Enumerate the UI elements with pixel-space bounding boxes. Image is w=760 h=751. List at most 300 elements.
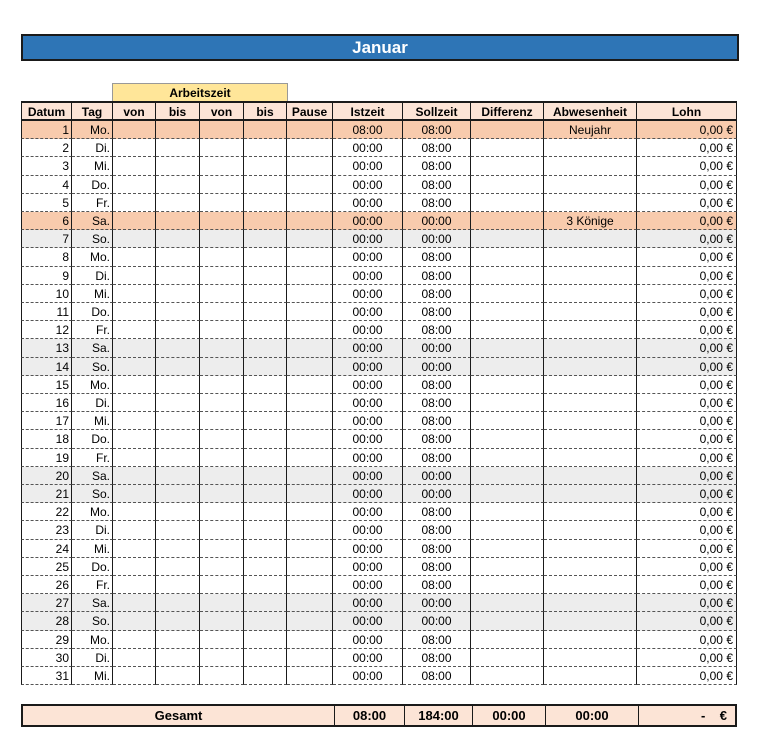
- cell-tag: Mo.: [72, 248, 113, 266]
- cell-tag: Sa.: [72, 467, 113, 485]
- cell-bis1[interactable]: [156, 612, 200, 630]
- cell-bis1[interactable]: [156, 631, 200, 649]
- cell-differenz[interactable]: [471, 303, 544, 321]
- cell-bis2[interactable]: [244, 649, 287, 667]
- cell-datum: 16: [21, 394, 72, 412]
- cell-pause[interactable]: [287, 394, 333, 412]
- cell-von2[interactable]: [200, 121, 244, 139]
- cell-von1[interactable]: [113, 558, 156, 576]
- cell-von1[interactable]: [113, 594, 156, 612]
- cell-von1[interactable]: [113, 576, 156, 594]
- cell-istzeit: 00:00: [333, 339, 403, 357]
- cell-bis2[interactable]: [244, 521, 287, 539]
- cell-datum: 23: [21, 521, 72, 539]
- cell-istzeit: 00:00: [333, 212, 403, 230]
- cell-bis2[interactable]: [244, 394, 287, 412]
- cell-differenz[interactable]: [471, 594, 544, 612]
- column-header-von2: von: [200, 101, 244, 121]
- cell-pause[interactable]: [287, 157, 333, 175]
- cell-bis1[interactable]: [156, 449, 200, 467]
- cell-pause[interactable]: [287, 412, 333, 430]
- cell-lohn: 0,00 €: [637, 558, 737, 576]
- cell-istzeit: 00:00: [333, 267, 403, 285]
- cell-abwesenheit: [544, 303, 637, 321]
- cell-tag: Di.: [72, 139, 113, 157]
- cell-von2[interactable]: [200, 576, 244, 594]
- cell-pause[interactable]: [287, 376, 333, 394]
- cell-datum: 8: [21, 248, 72, 266]
- cell-bis1[interactable]: [156, 321, 200, 339]
- cell-differenz[interactable]: [471, 503, 544, 521]
- cell-istzeit: 00:00: [333, 176, 403, 194]
- table-row: [21, 303, 737, 321]
- cell-differenz[interactable]: [471, 576, 544, 594]
- cell-tag: Do.: [72, 303, 113, 321]
- cell-pause[interactable]: [287, 503, 333, 521]
- cell-bis2[interactable]: [244, 194, 287, 212]
- cell-sollzeit: 08:00: [403, 176, 471, 194]
- cell-bis1[interactable]: [156, 121, 200, 139]
- table-row: [21, 412, 737, 430]
- cell-von2[interactable]: [200, 376, 244, 394]
- cell-bis1[interactable]: [156, 339, 200, 357]
- cell-abwesenheit: [544, 612, 637, 630]
- cell-bis1[interactable]: [156, 394, 200, 412]
- cell-von1[interactable]: [113, 358, 156, 376]
- cell-datum: 28: [21, 612, 72, 630]
- cell-von2[interactable]: [200, 612, 244, 630]
- cell-pause[interactable]: [287, 649, 333, 667]
- table-row: [21, 267, 737, 285]
- cell-tag: Di.: [72, 649, 113, 667]
- cell-tag: So.: [72, 612, 113, 630]
- table-row: [21, 230, 737, 248]
- cell-sollzeit: 08:00: [403, 303, 471, 321]
- cell-bis2[interactable]: [244, 667, 287, 685]
- cell-istzeit: 00:00: [333, 194, 403, 212]
- cell-bis2[interactable]: [244, 503, 287, 521]
- cell-pause[interactable]: [287, 212, 333, 230]
- cell-tag: Mi.: [72, 157, 113, 175]
- cell-von2[interactable]: [200, 485, 244, 503]
- cell-datum: 1: [21, 121, 72, 139]
- cell-bis1[interactable]: [156, 667, 200, 685]
- cell-sollzeit: 00:00: [403, 212, 471, 230]
- cell-differenz[interactable]: [471, 649, 544, 667]
- cell-tag: Di.: [72, 394, 113, 412]
- cell-bis1[interactable]: [156, 212, 200, 230]
- cell-von2[interactable]: [200, 394, 244, 412]
- column-header-istzeit: Istzeit: [333, 101, 403, 121]
- cell-istzeit: 00:00: [333, 594, 403, 612]
- cell-bis1[interactable]: [156, 267, 200, 285]
- cell-bis1[interactable]: [156, 376, 200, 394]
- cell-tag: Di.: [72, 521, 113, 539]
- cell-von2[interactable]: [200, 631, 244, 649]
- cell-von2[interactable]: [200, 176, 244, 194]
- cell-pause[interactable]: [287, 612, 333, 630]
- cell-abwesenheit: [544, 667, 637, 685]
- cell-von2[interactable]: [200, 503, 244, 521]
- cell-bis1[interactable]: [156, 358, 200, 376]
- cell-abwesenheit: [544, 521, 637, 539]
- cell-datum: 17: [21, 412, 72, 430]
- cell-differenz[interactable]: [471, 139, 544, 157]
- cell-bis2[interactable]: [244, 412, 287, 430]
- cell-bis2[interactable]: [244, 212, 287, 230]
- cell-von1[interactable]: [113, 503, 156, 521]
- cell-differenz[interactable]: [471, 212, 544, 230]
- table-row: [21, 521, 737, 539]
- cell-von2[interactable]: [200, 558, 244, 576]
- cell-istzeit: 00:00: [333, 467, 403, 485]
- cell-lohn: 0,00 €: [637, 649, 737, 667]
- cell-differenz[interactable]: [471, 376, 544, 394]
- month-title: Januar: [21, 34, 739, 61]
- cell-von1[interactable]: [113, 521, 156, 539]
- cell-pause[interactable]: [287, 303, 333, 321]
- cell-von2[interactable]: [200, 467, 244, 485]
- cell-von1[interactable]: [113, 248, 156, 266]
- table-row: [21, 631, 737, 649]
- cell-lohn: 0,00 €: [637, 303, 737, 321]
- cell-pause[interactable]: [287, 121, 333, 139]
- cell-abwesenheit: [544, 412, 637, 430]
- cell-bis1[interactable]: [156, 503, 200, 521]
- cell-von1[interactable]: [113, 649, 156, 667]
- cell-bis1[interactable]: [156, 594, 200, 612]
- cell-istzeit: 00:00: [333, 157, 403, 175]
- cell-bis2[interactable]: [244, 321, 287, 339]
- cell-datum: 6: [21, 212, 72, 230]
- cell-differenz[interactable]: [471, 558, 544, 576]
- cell-istzeit: 00:00: [333, 503, 403, 521]
- cell-von2[interactable]: [200, 430, 244, 448]
- cell-von2[interactable]: [200, 594, 244, 612]
- cell-differenz[interactable]: [471, 412, 544, 430]
- cell-von1[interactable]: [113, 631, 156, 649]
- cell-bis2[interactable]: [244, 230, 287, 248]
- cell-differenz[interactable]: [471, 230, 544, 248]
- cell-bis1[interactable]: [156, 649, 200, 667]
- cell-bis2[interactable]: [244, 303, 287, 321]
- column-header-pause: Pause: [287, 101, 333, 121]
- cell-pause[interactable]: [287, 285, 333, 303]
- cell-von1[interactable]: [113, 467, 156, 485]
- column-header-tag: Tag: [72, 101, 113, 121]
- cell-istzeit: 00:00: [333, 358, 403, 376]
- cell-von1[interactable]: [113, 121, 156, 139]
- cell-differenz[interactable]: [471, 467, 544, 485]
- cell-pause[interactable]: [287, 558, 333, 576]
- cell-pause[interactable]: [287, 540, 333, 558]
- cell-tag: Mo.: [72, 376, 113, 394]
- cell-differenz[interactable]: [471, 121, 544, 139]
- cell-istzeit: 00:00: [333, 449, 403, 467]
- cell-von1[interactable]: [113, 285, 156, 303]
- cell-bis2[interactable]: [244, 376, 287, 394]
- cell-datum: 30: [21, 649, 72, 667]
- cell-von1[interactable]: [113, 430, 156, 448]
- cell-sollzeit: 00:00: [403, 485, 471, 503]
- cell-von1[interactable]: [113, 339, 156, 357]
- cell-sollzeit: 08:00: [403, 139, 471, 157]
- cell-istzeit: 00:00: [333, 230, 403, 248]
- cell-von1[interactable]: [113, 303, 156, 321]
- cell-differenz[interactable]: [471, 485, 544, 503]
- cell-pause[interactable]: [287, 449, 333, 467]
- cell-bis2[interactable]: [244, 467, 287, 485]
- cell-lohn: 0,00 €: [637, 430, 737, 448]
- cell-von1[interactable]: [113, 612, 156, 630]
- cell-pause[interactable]: [287, 358, 333, 376]
- cell-bis2[interactable]: [244, 631, 287, 649]
- cell-pause[interactable]: [287, 248, 333, 266]
- cell-differenz[interactable]: [471, 339, 544, 357]
- cell-bis2[interactable]: [244, 485, 287, 503]
- cell-von1[interactable]: [113, 667, 156, 685]
- cell-von2[interactable]: [200, 339, 244, 357]
- cell-differenz[interactable]: [471, 667, 544, 685]
- cell-pause[interactable]: [287, 631, 333, 649]
- cell-tag: Mi.: [72, 667, 113, 685]
- cell-bis1[interactable]: [156, 139, 200, 157]
- cell-von2[interactable]: [200, 139, 244, 157]
- cell-bis2[interactable]: [244, 449, 287, 467]
- cell-bis2[interactable]: [244, 612, 287, 630]
- cell-von2[interactable]: [200, 267, 244, 285]
- cell-von1[interactable]: [113, 230, 156, 248]
- cell-von2[interactable]: [200, 303, 244, 321]
- cell-von2[interactable]: [200, 285, 244, 303]
- cell-datum: 15: [21, 376, 72, 394]
- cell-pause[interactable]: [287, 194, 333, 212]
- total-row: [21, 704, 737, 727]
- cell-von1[interactable]: [113, 540, 156, 558]
- cell-bis1[interactable]: [156, 412, 200, 430]
- cell-datum: 4: [21, 176, 72, 194]
- cell-bis1[interactable]: [156, 157, 200, 175]
- cell-von2[interactable]: [200, 449, 244, 467]
- cell-von1[interactable]: [113, 412, 156, 430]
- cell-bis1[interactable]: [156, 558, 200, 576]
- cell-sollzeit: 08:00: [403, 503, 471, 521]
- total-lohn-dash: -: [701, 708, 706, 723]
- cell-lohn: 0,00 €: [637, 248, 737, 266]
- cell-von1[interactable]: [113, 321, 156, 339]
- cell-abwesenheit: [544, 594, 637, 612]
- cell-bis1[interactable]: [156, 248, 200, 266]
- cell-von1[interactable]: [113, 485, 156, 503]
- cell-von2[interactable]: [200, 412, 244, 430]
- cell-pause[interactable]: [287, 267, 333, 285]
- table-row: [21, 339, 737, 357]
- cell-differenz[interactable]: [471, 285, 544, 303]
- cell-bis2[interactable]: [244, 121, 287, 139]
- cell-bis2[interactable]: [244, 594, 287, 612]
- cell-datum: 25: [21, 558, 72, 576]
- cell-bis2[interactable]: [244, 339, 287, 357]
- cell-datum: 11: [21, 303, 72, 321]
- cell-datum: 29: [21, 631, 72, 649]
- cell-tag: So.: [72, 230, 113, 248]
- cell-von2[interactable]: [200, 248, 244, 266]
- cell-abwesenheit: [544, 285, 637, 303]
- cell-bis1[interactable]: [156, 540, 200, 558]
- cell-sollzeit: 08:00: [403, 321, 471, 339]
- cell-bis2[interactable]: [244, 430, 287, 448]
- table-row: [21, 194, 737, 212]
- cell-lohn: 0,00 €: [637, 594, 737, 612]
- cell-pause[interactable]: [287, 230, 333, 248]
- cell-bis2[interactable]: [244, 558, 287, 576]
- cell-pause[interactable]: [287, 139, 333, 157]
- cell-abwesenheit: [544, 558, 637, 576]
- cell-lohn: 0,00 €: [637, 467, 737, 485]
- cell-lohn: 0,00 €: [637, 394, 737, 412]
- cell-von1[interactable]: [113, 194, 156, 212]
- cell-differenz[interactable]: [471, 631, 544, 649]
- cell-von2[interactable]: [200, 358, 244, 376]
- cell-bis1[interactable]: [156, 430, 200, 448]
- cell-istzeit: 00:00: [333, 576, 403, 594]
- cell-sollzeit: 08:00: [403, 376, 471, 394]
- cell-differenz[interactable]: [471, 321, 544, 339]
- cell-von1[interactable]: [113, 376, 156, 394]
- cell-datum: 3: [21, 157, 72, 175]
- cell-differenz[interactable]: [471, 194, 544, 212]
- cell-bis1[interactable]: [156, 576, 200, 594]
- cell-sollzeit: 00:00: [403, 612, 471, 630]
- cell-bis2[interactable]: [244, 540, 287, 558]
- cell-pause[interactable]: [287, 485, 333, 503]
- cell-differenz[interactable]: [471, 521, 544, 539]
- cell-pause[interactable]: [287, 467, 333, 485]
- table-row: [21, 576, 737, 594]
- cell-sollzeit: 08:00: [403, 576, 471, 594]
- cell-von1[interactable]: [113, 157, 156, 175]
- cell-istzeit: 00:00: [333, 430, 403, 448]
- cell-von1[interactable]: [113, 176, 156, 194]
- cell-pause[interactable]: [287, 176, 333, 194]
- table-row: [21, 176, 737, 194]
- cell-bis2[interactable]: [244, 139, 287, 157]
- cell-bis1[interactable]: [156, 303, 200, 321]
- cell-differenz[interactable]: [471, 176, 544, 194]
- cell-lohn: 0,00 €: [637, 121, 737, 139]
- cell-lohn: 0,00 €: [637, 503, 737, 521]
- cell-pause[interactable]: [287, 321, 333, 339]
- cell-pause[interactable]: [287, 339, 333, 357]
- cell-differenz[interactable]: [471, 540, 544, 558]
- cell-von2[interactable]: [200, 649, 244, 667]
- cell-bis1[interactable]: [156, 230, 200, 248]
- cell-von2[interactable]: [200, 540, 244, 558]
- cell-differenz[interactable]: [471, 248, 544, 266]
- cell-abwesenheit: [544, 394, 637, 412]
- cell-differenz[interactable]: [471, 157, 544, 175]
- cell-tag: Sa.: [72, 212, 113, 230]
- cell-tag: Mi.: [72, 412, 113, 430]
- cell-von1[interactable]: [113, 139, 156, 157]
- cell-von2[interactable]: [200, 230, 244, 248]
- cell-von2[interactable]: [200, 667, 244, 685]
- cell-istzeit: 00:00: [333, 321, 403, 339]
- cell-pause[interactable]: [287, 576, 333, 594]
- cell-bis2[interactable]: [244, 157, 287, 175]
- cell-differenz[interactable]: [471, 449, 544, 467]
- cell-datum: 12: [21, 321, 72, 339]
- cell-bis1[interactable]: [156, 176, 200, 194]
- cell-differenz[interactable]: [471, 430, 544, 448]
- cell-von2[interactable]: [200, 194, 244, 212]
- cell-von1[interactable]: [113, 212, 156, 230]
- cell-differenz[interactable]: [471, 267, 544, 285]
- total-label: Gesamt: [23, 706, 335, 725]
- cell-tag: Mi.: [72, 540, 113, 558]
- cell-von1[interactable]: [113, 267, 156, 285]
- cell-istzeit: 00:00: [333, 631, 403, 649]
- cell-pause[interactable]: [287, 667, 333, 685]
- table-row: [21, 667, 737, 685]
- cell-bis2[interactable]: [244, 248, 287, 266]
- cell-von1[interactable]: [113, 394, 156, 412]
- cell-bis1[interactable]: [156, 194, 200, 212]
- cell-pause[interactable]: [287, 594, 333, 612]
- cell-von1[interactable]: [113, 449, 156, 467]
- table-row: [21, 321, 737, 339]
- total-lohn-currency: €: [719, 708, 727, 723]
- cell-bis1[interactable]: [156, 467, 200, 485]
- column-header-differenz: Differenz: [471, 101, 544, 121]
- cell-von2[interactable]: [200, 157, 244, 175]
- cell-sollzeit: 08:00: [403, 540, 471, 558]
- cell-sollzeit: 00:00: [403, 230, 471, 248]
- cell-bis2[interactable]: [244, 285, 287, 303]
- cell-pause[interactable]: [287, 521, 333, 539]
- cell-differenz[interactable]: [471, 394, 544, 412]
- column-header-bis2: bis: [244, 101, 287, 121]
- cell-abwesenheit: [544, 449, 637, 467]
- cell-tag: Fr.: [72, 449, 113, 467]
- cell-lohn: 0,00 €: [637, 376, 737, 394]
- cell-abwesenheit: [544, 376, 637, 394]
- cell-pause[interactable]: [287, 430, 333, 448]
- cell-von2[interactable]: [200, 321, 244, 339]
- cell-sollzeit: 08:00: [403, 157, 471, 175]
- table-row: [21, 394, 737, 412]
- cell-bis2[interactable]: [244, 267, 287, 285]
- cell-tag: Sa.: [72, 594, 113, 612]
- cell-istzeit: 00:00: [333, 139, 403, 157]
- cell-lohn: 0,00 €: [637, 576, 737, 594]
- table-row: [21, 649, 737, 667]
- cell-bis1[interactable]: [156, 285, 200, 303]
- cell-differenz[interactable]: [471, 612, 544, 630]
- cell-bis2[interactable]: [244, 176, 287, 194]
- cell-bis2[interactable]: [244, 358, 287, 376]
- cell-von2[interactable]: [200, 521, 244, 539]
- cell-von2[interactable]: [200, 212, 244, 230]
- cell-bis1[interactable]: [156, 485, 200, 503]
- cell-abwesenheit: [544, 576, 637, 594]
- cell-sollzeit: 08:00: [403, 248, 471, 266]
- table-row: [21, 430, 737, 448]
- cell-abwesenheit: [544, 267, 637, 285]
- cell-bis2[interactable]: [244, 576, 287, 594]
- cell-bis1[interactable]: [156, 521, 200, 539]
- cell-differenz[interactable]: [471, 358, 544, 376]
